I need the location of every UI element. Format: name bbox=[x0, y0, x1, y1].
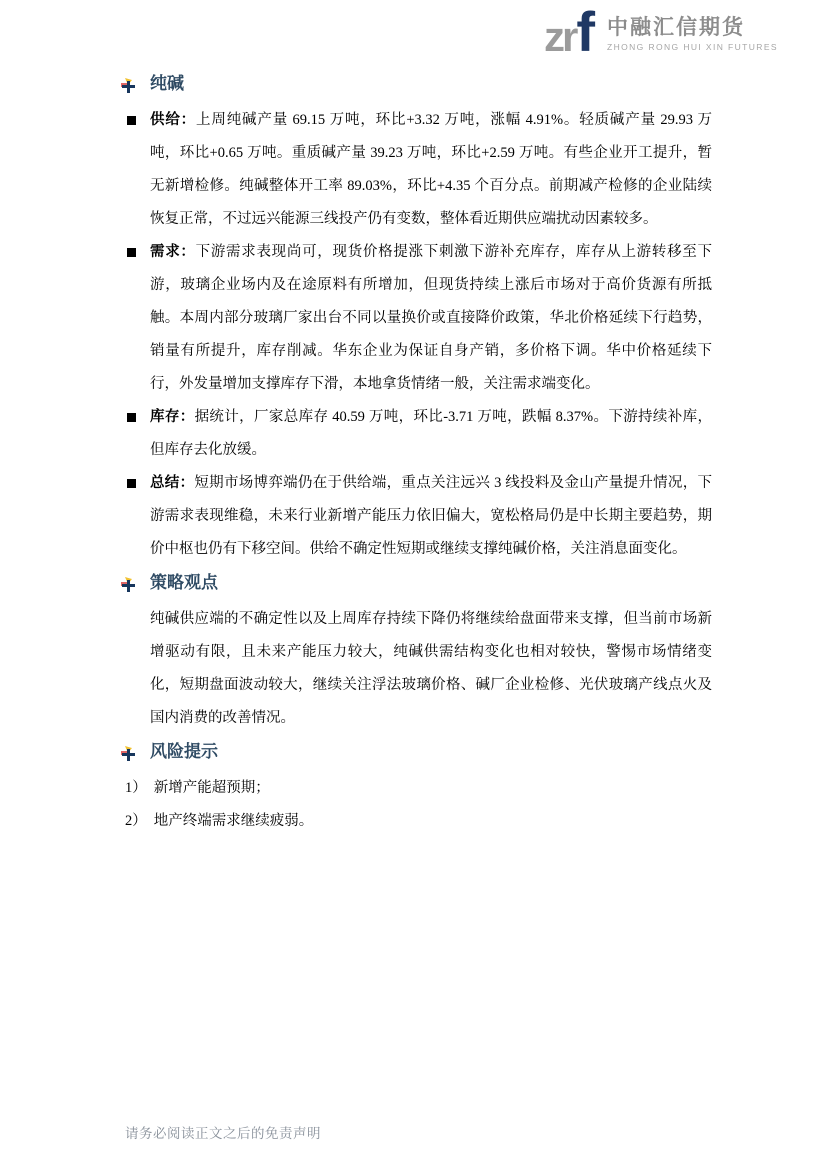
square-bullet-icon bbox=[127, 248, 136, 257]
section-heading-text: 风险提示 bbox=[150, 742, 218, 761]
section-heading-text: 纯碱 bbox=[150, 74, 184, 93]
bullet-text-supply: 上周纯碱产量 69.15 万吨，环比+3.32 万吨，涨幅 4.91%。轻质碱产量 29.93 万吨，环比+0.65 万吨。重质碱产量 39.23 万吨，环比+2.59 万吨。有些企业开工提升，暂无新增检修。纯碱整体开工率 89.03%，环比+4.35 个百分点。前期减产检修的企业陆续恢复正常，不过远兴能源三线投产仍有变数，整体看近期供应端扰动因素较多。 bbox=[150, 112, 712, 227]
section-heading-soda-ash bbox=[150, 72, 712, 96]
footer-disclaimer: 请务必阅读正文之后的免责声明 bbox=[125, 1126, 321, 1141]
logo-names bbox=[607, 16, 778, 55]
risk-text: 新增产能超预期； bbox=[153, 780, 270, 796]
bullet-label-demand: 需求： bbox=[150, 244, 196, 260]
bullet-item-inventory bbox=[150, 401, 712, 467]
bullet-item-demand bbox=[150, 236, 712, 401]
bullet-label-supply: 供给： bbox=[150, 112, 197, 128]
risk-list bbox=[125, 772, 712, 838]
square-bullet-icon bbox=[127, 413, 136, 422]
section-marker-icon bbox=[121, 744, 136, 759]
bullet-text-summary: 短期市场博弈端仍在于供给端，重点关注远兴 3 线投料及金山产量提升情况，下游需求表现维稳，未来行业新增产能压力依旧偏大，宽松格局仍是中长期主要趋势，期价中枢也仍有下移空间。供给不确定性短期或继续支撑纯碱价格，关注消息面变化。 bbox=[150, 475, 713, 557]
risk-item-1 bbox=[125, 772, 712, 805]
risk-number: 1） bbox=[125, 780, 147, 796]
bullet-label-inventory: 库存： bbox=[150, 409, 195, 425]
risk-item-2 bbox=[125, 805, 712, 838]
logo-zrf-mark bbox=[543, 0, 595, 63]
section-heading-text: 策略观点 bbox=[150, 573, 218, 592]
bullet-item-summary bbox=[150, 467, 712, 566]
company-name-cn: 中融汇信期货 bbox=[607, 15, 745, 39]
square-bullet-icon bbox=[127, 116, 136, 125]
bullet-item-supply bbox=[150, 104, 712, 236]
company-logo bbox=[543, 0, 778, 63]
square-bullet-icon bbox=[127, 479, 136, 488]
company-name-en: ZHONG RONG HUI XIN FUTURES bbox=[607, 41, 778, 52]
section-marker-icon bbox=[121, 76, 136, 91]
strategy-paragraph: 纯碱供应端的不确定性以及上周库存持续下降仍将继续给盘面带来支撑，但当前市场新增驱动有限，且未来产能压力较大，纯碱供需结构变化也相对较快，警惕市场情绪变化，短期盘面波动较大，继续关注浮法玻璃价格、碱厂企业检修、光伏玻璃产线点火及国内消费的改善情况。 bbox=[150, 611, 712, 726]
logo-zr-letters: zr bbox=[543, 13, 576, 60]
risk-text: 地产终端需求继续疲弱。 bbox=[153, 813, 314, 829]
bullet-text-inventory: 据统计，厂家总库存 40.59 万吨，环比-3.71 万吨，跌幅 8.37%。下游持续补库，但库存去化放缓。 bbox=[150, 409, 712, 458]
report-content bbox=[125, 72, 713, 838]
section-heading-strategy bbox=[150, 571, 712, 595]
section-marker-icon bbox=[121, 575, 136, 590]
section-heading-risk bbox=[150, 740, 712, 764]
bullet-text-demand: 下游需求表现尚可，现货价格提涨下刺激下游补充库存，库存从上游转移至下游，玻璃企业场内及在途原料有所增加，但现货持续上涨后市场对于高价货源有所抵触。本周内部分玻璃厂家出台不同以量换价或直接降价政策，华北价格延续下行趋势，销量有所提升，库存削减。华东企业为保证自身产销，多价格下调。华中价格延续下行，外发量增加支撑库存下滑，本地拿货情绪一般，关注需求端变化。 bbox=[150, 244, 712, 392]
risk-number: 2） bbox=[125, 813, 147, 829]
bullet-label-summary: 总结： bbox=[150, 475, 195, 491]
logo-f-letter: f bbox=[576, 0, 595, 63]
